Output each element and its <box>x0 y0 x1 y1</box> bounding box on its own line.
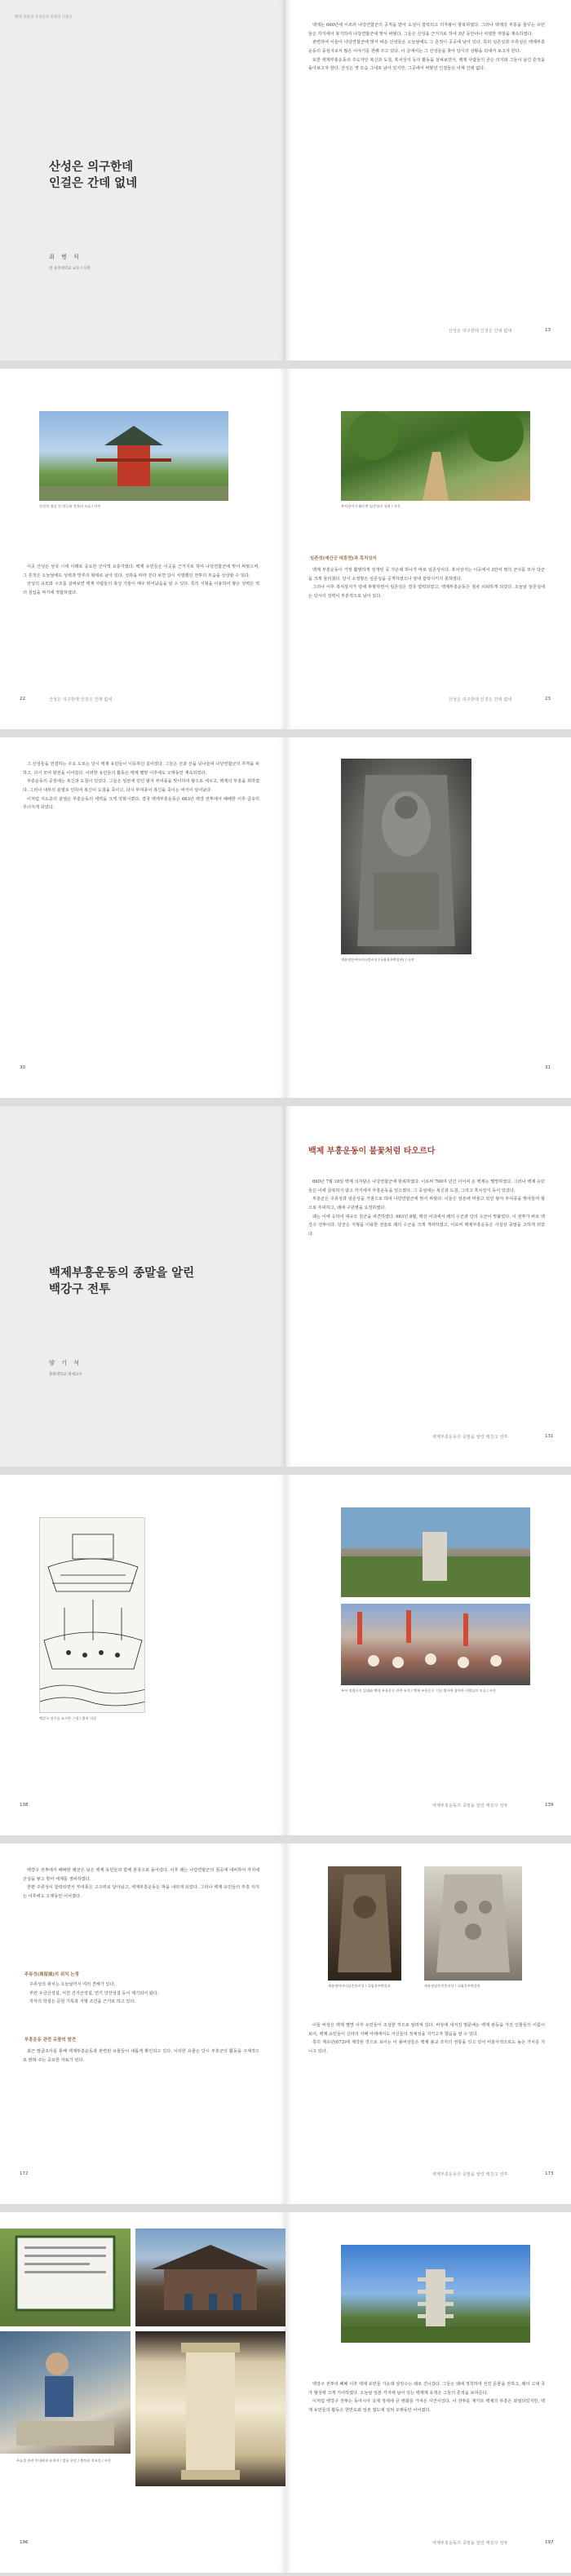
stone-pillar-photo <box>135 2331 286 2486</box>
running-footer: 산성은 의구한데 인걸은 간데 없네 <box>449 697 512 702</box>
page-172 <box>0 1843 286 2204</box>
body-text <box>308 2021 545 2056</box>
body-text <box>23 563 259 598</box>
crowd-illustration <box>341 1604 530 1685</box>
ships-drawing <box>40 1518 145 1713</box>
chapter-title <box>49 1265 194 1299</box>
page-number: 197 <box>545 2540 554 2545</box>
photo-caption: 주류성 관련 안내판과 유적지 / 발굴 현장 / 출토된 석조물 / 사진 <box>16 2459 111 2463</box>
monument-photo <box>341 1507 530 1597</box>
body-text <box>308 2380 545 2415</box>
page-130 <box>0 1106 286 1467</box>
section-heading: 백제 부흥운동이 불꽃처럼 타오르다 <box>308 1147 436 1156</box>
body-text <box>308 566 545 601</box>
photo-caption: 계유명삼존천불비상 / 국립공주박물관 <box>424 1984 480 1988</box>
page-number: 131 <box>545 1434 554 1439</box>
subsection-heading: 부흥운동 관련 유물의 발견 <box>24 2038 76 2043</box>
page-number: 139 <box>545 1803 554 1808</box>
spread-6 <box>0 1843 571 2204</box>
temple-photo <box>135 2229 286 2326</box>
watchtower-illustration <box>39 411 228 501</box>
quote-line: 주류성의 위치는 오늘날까지 여러 견해가 있다. <box>29 1982 116 1987</box>
page-number: 196 <box>20 2540 29 2545</box>
battle-engraving-illustration <box>39 1517 145 1713</box>
header-text: 백제 상용장 산성공의 전쟁과 인물들 <box>15 15 73 20</box>
spread-3 <box>0 737 571 1098</box>
pagoda-photo <box>341 2245 530 2343</box>
subsection-heading: 임존성(예산군 대흥면)과 흑치상지 <box>310 556 377 561</box>
body-text <box>308 21 545 73</box>
spread-4 <box>0 1106 571 1467</box>
stele-photo-1 <box>328 1866 401 1981</box>
spread-5 <box>0 1475 571 1835</box>
paragraph: 또한 백제부흥운동의 주도자인 복신과 도침, 흑치상지 등의 활동을 살펴보면서, 백제 사람들의 굳은 의지와 그들이 남긴 흔적을 돌아보고자 한다. 산성은 옛 모습 그대로 남아 있지만, 그곳에서 싸웠던 인걸들은 이제 간데 없다. <box>308 57 545 72</box>
photo-caption: 부여 정림사지 일대와 백제 부흥운동 관련 유적 / 백제 부흥운동 기념 행사에 참여한 사람들의 모습 / 사진 <box>341 1689 496 1693</box>
page-173 <box>286 1843 571 2204</box>
page-131 <box>286 1106 571 1467</box>
subsection-heading: 주류성(周留城)의 위치 논쟁 <box>24 1972 79 1977</box>
paragraph: 그 산성들을 연결하는 주요 도로는 당시 백제 유민들이 이동하던 길이었다. 그들은 산과 산을 넘나들며 나당연합군의 추격을 피하고, 다시 모여 항전을 이어갔다. 이러한 유민들의 활동은 백제 멸망 이후에도 오랫동안 계속되었다. <box>23 762 259 776</box>
body-text <box>23 1866 259 1901</box>
buddhist-stele-photo <box>341 759 471 954</box>
author-affiliation: 충북대학교 명예교수 <box>49 1373 82 1377</box>
paragraph: 이처럼 백강구 전투는 동아시아 국제 정세에 큰 변화를 가져온 사건이었다. 이 전투를 계기로 백제의 부흥은 좌절되었지만, 백제 유민들의 활동은 한반도와 일본 열도에 걸쳐 오랫동안 이어졌다. <box>308 2399 545 2413</box>
page-197 <box>286 2212 571 2573</box>
page-23 <box>286 369 571 729</box>
running-footer: 산성은 의구한데 인걸은 간데 없네 <box>49 697 113 702</box>
stele-1-illustration <box>328 1866 401 1981</box>
stele-illustration <box>341 759 471 954</box>
title-line-2: 백강구 전투 <box>49 1282 111 1297</box>
sign-board-illustration <box>0 2229 131 2326</box>
page-12 <box>0 0 286 361</box>
page-31 <box>286 737 571 1098</box>
running-footer: 백제부흥운동의 종말을 알린 백강구 전투 <box>432 1804 508 1808</box>
page-13 <box>286 0 571 361</box>
fortress-path-photo <box>341 411 530 501</box>
page-139 <box>286 1475 571 1835</box>
forest-path-illustration <box>341 411 530 501</box>
author-affiliation: 전 공주대학교 교수 / 사학 <box>49 267 91 271</box>
page-number: 13 <box>545 328 551 333</box>
stele-photo-2 <box>424 1866 522 1981</box>
page-number: 31 <box>545 1065 551 1070</box>
ceremony-photo <box>341 1604 530 1685</box>
paragraph: 부흥군은 주류성과 임존성을 거점으로 하여 나당연합군에 맞서 싸웠다. 이들은 일본에 머물고 있던 왕자 부여풍을 맞아들여 왕으로 추대하고, 왜에 구원병을 요청하였다. <box>308 1197 545 1211</box>
page-number: 23 <box>545 697 551 702</box>
body-text <box>23 760 259 812</box>
running-footer: 백제부흥운동의 종말을 알린 백강구 전투 <box>432 1435 508 1440</box>
running-footer: 백제부흥운동의 종말을 알린 백강구 전투 <box>432 2541 508 2546</box>
title-line-1: 백제부흥운동의 종말을 알린 <box>49 1266 195 1280</box>
paragraph: 그러나 이후 흑치상지가 당에 투항하면서 임존성은 결국 함락되었고, 백제부흥운동은 점차 쇠퇴하게 되었다. 오늘날 임존성에는 당시의 성벽이 부분적으로 남아 있다. <box>308 585 545 599</box>
paragraph: 이들 비상은 백제 멸망 이후 유민들이 조성한 것으로 알려져 있다. 비상에 새겨진 명문에는 백제 관등을 가진 인물들의 이름이 보여, 백제 유민들이 신라의 지배 아래에서도 자신들의 정체성을 지키고자 했음을 알 수 있다. <box>308 2023 545 2037</box>
photo-caption: 흑치상지가 활동한 임존성의 성곽 / 사진 <box>341 504 401 508</box>
spread-1 <box>0 0 571 361</box>
author-name: 최 병 식 <box>49 254 82 260</box>
spread-2 <box>0 369 571 729</box>
body-text <box>23 2047 259 2065</box>
paragraph: 백제 부흥운동이 가장 활발하게 전개된 곳 가운데 하나가 바로 임존성이다. 흑치상지는 이곳에서 3만여 명의 군사를 모아 당군을 크게 물리쳤다. 당시 소정방은 임존성을 공격하였으나 끝내 함락시키지 못하였다. <box>308 568 545 582</box>
paragraph: 이처럼 지도층의 분열은 부흥운동의 세력을 크게 약화시켰다. 결국 백제부흥운동은 663년 백강 전투에서 패배한 이후 급속히 무너지게 되었다. <box>23 796 259 811</box>
paragraph: 660년 7월 18일 백제 의자왕은 나당연합군에 항복하였다. 이로써 700여 년간 이어져 온 백제는 멸망하였다. 그러나 백제 유민들은 이에 굴복하지 않고 각지에서 부흥운동을 일으켰다. 그 중심에는 복신과 도침, 그리고 흑치상지 등이 있었다. <box>308 1180 545 1193</box>
paragraph: 이곳 산성은 삼국 시대 이래로 중요한 군사적 요충지였다. 백제 유민들은 이곳을 근거지로 하여 나당연합군에 맞서 싸웠으며, 그 흔적은 오늘날에도 성벽과 망루의 형태로 남아 있다. 성곽을 따라 걷다 보면 당시 치열했던 전투의 모습을 상상할 수 있다. <box>23 564 259 578</box>
author-name: 양 기 석 <box>49 1360 82 1366</box>
stele-2-illustration <box>424 1866 522 1981</box>
worker-illustration <box>0 2331 131 2454</box>
page-30 <box>0 737 286 1098</box>
photo-caption: 계유명아미타삼존불비상 / 국립청주박물관 <box>328 1984 391 1988</box>
paragraph: 최근 발굴조사를 통해 백제부흥운동과 관련된 유물들이 새롭게 확인되고 있다. 이러한 유물은 당시 부흥군의 활동을 구체적으로 밝혀 주는 중요한 자료가 된다. <box>23 2049 259 2063</box>
page-number: 172 <box>20 2171 29 2176</box>
page-number: 22 <box>20 697 25 702</box>
paragraph: 한편 주류성이 함락되면서 부여풍은 고구려로 달아났고, 백제부흥운동은 막을 내리게 되었다. 그러나 백제 유민들의 부흥 의지는 이후에도 오랫동안 이어졌다. <box>23 1885 259 1899</box>
info-board-photo <box>0 2229 131 2326</box>
paragraph: 부흥운동의 중심에는 복신과 도침이 있었다. 그들은 일본에 있던 왕자 부여풍을 맞이하여 왕으로 세우고, 백제의 부흥을 꾀하였다. 그러나 내부의 분열로 인하여 복신이 도침을 죽이고, 다시 부여풍이 복신을 죽이는 비극이 일어났다. <box>23 779 259 793</box>
title-line-1: 산성은 의구한데 <box>49 160 134 174</box>
excavation-photo <box>0 2331 131 2454</box>
running-footer: 백제부흥운동의 종말을 알린 백강구 전투 <box>432 2172 508 2177</box>
page-196 <box>0 2212 286 2573</box>
photo-caption: 산성의 정상 인 망루와 전경의 모습 / 사진 <box>39 504 101 508</box>
body-text <box>308 1178 545 1239</box>
page-22 <box>0 369 286 729</box>
pagoda-illustration <box>341 2245 530 2343</box>
pillar-illustration <box>135 2331 286 2486</box>
title-line-2: 인걸은 간데 없네 <box>49 176 138 191</box>
page-number: 30 <box>20 1065 25 1070</box>
chapter-title <box>49 159 137 193</box>
paragraph: 백제는 660년에 이르러 나당연합군의 공격을 받아 도성이 함락되고 의자왕이 항복하였다. 그러나 백제의 부흥을 꿈꾸는 유민들은 각지에서 봉기하여 나당연합군에 맞서 싸웠다. 그들은 산성을 근거지로 하여 3년 동안이나 치열한 저항을 계속하였다. <box>308 23 545 37</box>
fortress-watchtower-photo <box>39 411 228 501</box>
temple-illustration <box>135 2229 286 2326</box>
paragraph: 산성의 규모와 구조를 살펴보면 백제 사람들의 축성 기술이 매우 뛰어났음을 알 수 있다. 특히 지형을 이용하여 쌓은 성벽은 적의 침입을 막기에 적합하였다. <box>23 582 259 595</box>
photo-caption: 백강구 전투를 묘사한 그림 / 출처 미상 <box>39 1716 97 1720</box>
monument-illustration <box>341 1507 530 1597</box>
page-number: 138 <box>20 1803 29 1808</box>
paragraph: 관련하여 이들이 나당연합군에 맞서 싸운 산성들은 오늘날에도 그 흔적이 곳곳에 남아 있다. 특히 임존성과 주류성은 백제부흥운동의 중심지로서 많은 이야기를 전해 주고 있다. 이 글에서는 그 산성들을 찾아 당시의 상황을 되새겨 보고자 한다. <box>308 40 545 54</box>
quote-line: 각각의 학설은 문헌 기록과 지형 조건을 근거로 하고 있다. <box>29 1999 136 2005</box>
paragraph: 특히 계유년(673)에 제작된 것으로 보이는 이 불비상들은 백제 불교 조각의 전통을 잇고 있어 미술사적으로도 높은 가치를 지니고 있다. <box>308 2040 545 2054</box>
paragraph: 백강구 전투의 패배 이후 백제 유민들 가운데 상당수는 왜로 건너갔다. 그들은 왜에 정착하여 선진 문물을 전하고, 왜의 고대 국가 형성에 크게 기여하였다. 오늘날 일본 각지에 남아 있는 백제계 유적은 그들의 흔적을 보여준다. <box>308 2382 545 2396</box>
quote-line: 부안 우금산성설, 서천 건지산성설, 연기 당산성설 등이 제기되어 왔다. <box>29 1990 159 1996</box>
paragraph: 백강구 전투에서 패배한 왜군은 남은 백제 유민들과 함께 본국으로 돌아갔다. 이후 왜는 나당연합군의 침공에 대비하여 각지에 산성을 쌓고 방어 체계를 정비하였다. <box>23 1868 259 1882</box>
paragraph: 왜는 이에 응하여 대규모 원군을 파견하였다. 663년 8월, 백강 어귀에서 왜의 수군과 당의 수군이 맞붙었다. 이 전투가 바로 백강구 전투이다. 당군은 지형을 이용한 전술로 왜의 수군을 크게 격파하였고, 이로써 백제부흥운동은 사실상 종말을 고하게 되었다. <box>308 1214 545 1237</box>
photo-caption: 계유명전씨아미타불비상 (국립청주박물관) / 사진 <box>341 958 414 962</box>
quote-block <box>29 1981 258 2007</box>
running-footer: 산성은 의구한데 인걸은 간데 없네 <box>449 329 512 334</box>
page-number: 173 <box>545 2171 554 2176</box>
page-138 <box>0 1475 286 1835</box>
spread-7 <box>0 2212 571 2573</box>
